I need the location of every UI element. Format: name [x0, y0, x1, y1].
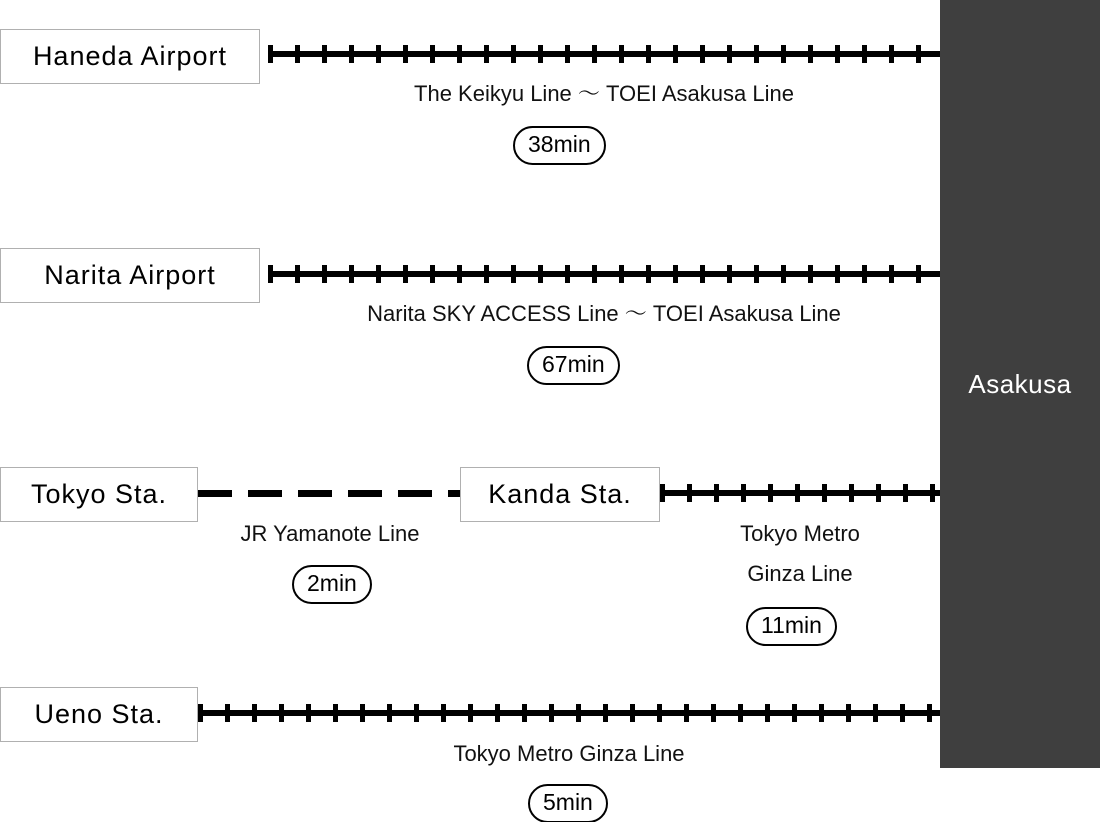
duration-pill-kanda-asakusa: 11min	[746, 607, 837, 646]
station-box-kanda	[460, 467, 660, 522]
rail-ties-icon	[660, 484, 940, 502]
line-label-ueno: Tokyo Metro Ginza Line	[453, 741, 685, 766]
station-box-tokyo	[0, 467, 198, 522]
duration-pill-tokyo-kanda: 2min	[292, 565, 372, 604]
duration-pill-haneda: 38min	[513, 126, 606, 165]
duration-pill-ueno: 5min	[528, 784, 608, 822]
line-label-kanda-asakusa-2: Ginza Line	[747, 561, 853, 586]
station-name: Narita Airport	[44, 260, 216, 290]
line-label-tokyo-kanda: JR Yamanote Line	[240, 521, 420, 546]
destination-label: Asakusa	[968, 368, 1072, 399]
destination-panel	[940, 0, 1100, 768]
station-name: Haneda Airport	[32, 41, 228, 71]
duration-pill-narita: 67min	[527, 346, 620, 385]
rail-segment-tokyo-kanda	[198, 490, 462, 497]
line-label-narita: Narita SKY ACCESS Line 〜 TOEI Asakusa Line	[367, 301, 841, 326]
rail-segment-kanda-asakusa	[660, 490, 940, 496]
rail-ties-icon	[198, 704, 940, 722]
rail-segment-narita	[268, 271, 940, 277]
station-box-narita	[0, 248, 260, 303]
rail-segment-haneda	[268, 51, 940, 57]
line-label-haneda: The Keikyu Line 〜 TOEI Asakusa Line	[414, 81, 794, 106]
station-name: Ueno Sta.	[34, 699, 164, 729]
rail-ties-icon	[268, 45, 940, 63]
rail-segment-ueno	[198, 710, 940, 716]
line-label-kanda-asakusa-1: Tokyo Metro	[740, 521, 860, 546]
station-box-ueno	[0, 687, 198, 742]
station-name: Kanda Sta.	[488, 479, 632, 509]
station-name: Tokyo Sta.	[30, 479, 168, 509]
rail-ties-icon	[268, 265, 940, 283]
station-box-haneda	[0, 29, 260, 84]
